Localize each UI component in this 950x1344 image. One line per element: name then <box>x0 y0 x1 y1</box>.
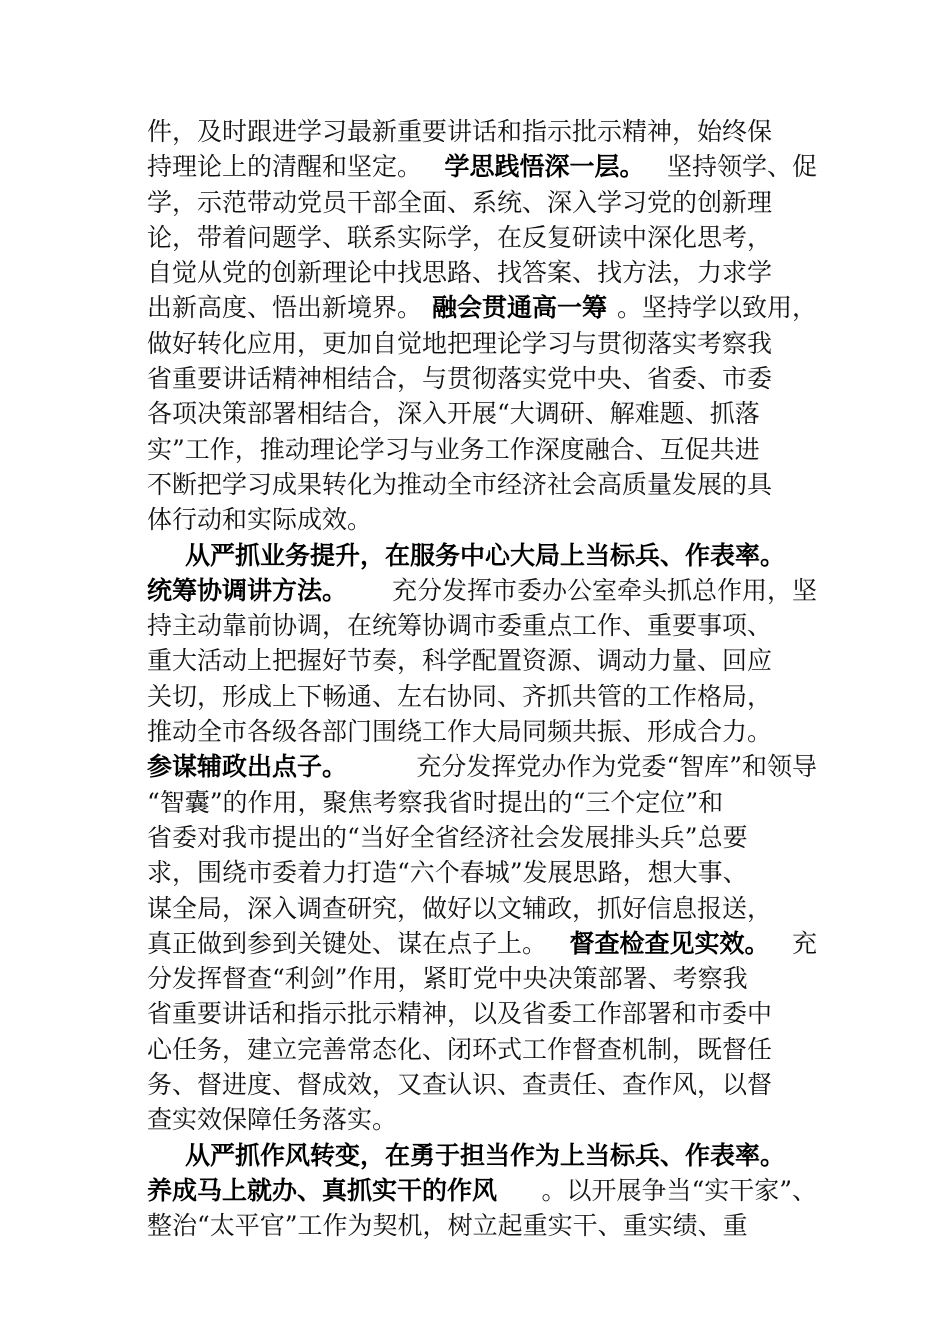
text-line: 务、督进度、督成效，又查认识、查责任、查作风，以督 <box>147 1070 773 1100</box>
text-line: 统筹协调讲方法。 充分发挥市委办公室牵头抓总作用，坚 <box>147 573 817 608</box>
text-line: 养成马上就办、真抓实干的作风 。以开展争当“实干家”、 <box>147 1173 817 1208</box>
bold-heading: 养成马上就办、真抓实干的作风 <box>147 1175 498 1205</box>
text-line: 论，带着问题学、联系实际学，在反复研读中深化思考， <box>147 222 773 252</box>
text-line: 持理论上的清醒和坚定。 学思践悟深一层。 坚持领学、促 <box>147 149 817 184</box>
text-line: 分发挥督查“利剑”作用，紧盯党中央决策部署、考察我 <box>147 964 748 994</box>
text-line: “智囊”的作用，聚焦考察我省时提出的“三个定位”和 <box>147 787 724 817</box>
text-line: 学，示范带动党员干部全面、系统、深入学习党的创新理 <box>147 187 773 217</box>
text-line: 心任务，建立完善常态化、闭环式工作督查机制，既督任 <box>147 1034 773 1064</box>
text-line: 重大活动上把握好节奏，科学配置资源、调动力量、回应 <box>147 646 773 676</box>
text-line: 求，围绕市委着力打造“六个春城”发展思路，想大事、 <box>147 858 748 888</box>
text-line: 自觉从党的创新理论中找思路、找答案、找方法，力求学 <box>147 258 773 288</box>
bold-heading: 参谋辅政出点子。 <box>147 752 348 782</box>
text-line: 参谋辅政出点子。 充分发挥党办作为党委“智库”和领导 <box>147 749 817 784</box>
text-line: 做好转化应用，更加自觉地把理论学习与贯彻落实考察我 <box>147 328 773 358</box>
body-text <box>147 114 817 1244</box>
bold-heading: 督查检查见实效。 <box>569 928 770 958</box>
text-line: 件，及时跟进学习最新重要讲话和指示批示精神，始终保 <box>147 117 773 146</box>
text-line: 省重要讲话精神相结合，与贯彻落实党中央、省委、市委 <box>147 364 773 394</box>
text-line: 关切，形成上下畅通、左右协同、齐抓共管的工作格局， <box>147 681 773 711</box>
text-line: 谋全局，深入调查研究，做好以文辅政，抓好信息报送， <box>147 893 773 923</box>
text-line: 体行动和实际成效。 <box>147 505 373 535</box>
text-line: 出新高度、悟出新境界。 融会贯通高一筹 。坚持学以致用， <box>147 290 817 325</box>
text-line: 省委对我市提出的“当好全省经济社会发展排头兵”总要 <box>147 822 748 852</box>
text-line: 真正做到参到关键处、谋在点子上。 督查检查见实效。 充 <box>147 926 817 961</box>
text-line: 各项决策部署相结合，深入开展“大调研、解难题、抓落 <box>147 399 760 429</box>
text-line: 持主动靠前协调，在统筹协调市委重点工作、重要事项、 <box>147 611 773 641</box>
text-line: 整治“太平官”工作为契机，树立起重实干、重实绩、重 <box>147 1211 748 1241</box>
text-line: 推动全市各级各部门围绕工作大局同频共振、形成合力。 <box>147 717 773 747</box>
text-line: 实”工作，推动理论学习与业务工作深度融合、互促共进 <box>147 434 760 464</box>
text-line: 不断把学习成果转化为推动全市经济社会高质量发展的具 <box>147 469 773 499</box>
text-line: 查实效保障任务落实。 <box>147 1105 398 1135</box>
bold-heading: 融会贯通高一筹 <box>431 293 607 323</box>
section-heading: 从严抓作风转变，在勇于担当作为上当标兵、作表率。 <box>185 1140 786 1170</box>
bold-heading: 统筹协调讲方法。 <box>147 575 348 605</box>
text-line: 省重要讲话和指示批示精神，以及省委工作部署和市委中 <box>147 999 773 1029</box>
section-heading: 从严抓业务提升，在服务中心大局上当标兵、作表率。 <box>185 540 786 570</box>
bold-heading: 学思践悟深一层。 <box>444 152 645 182</box>
